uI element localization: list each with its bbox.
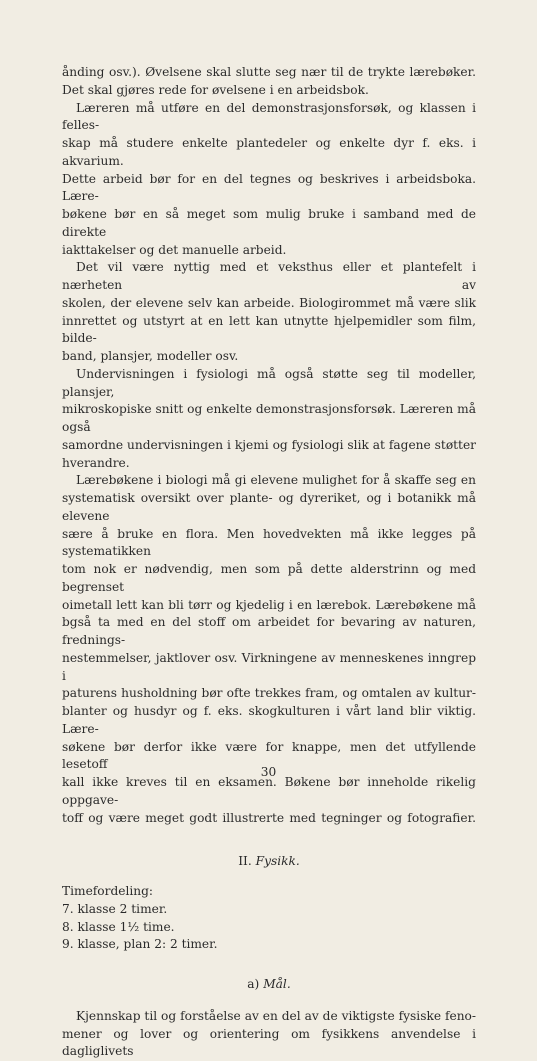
text-line: tom nok er nødvendig, men som på dette alderstrinn og med begrenset	[62, 561, 476, 597]
text-line: systematisk oversikt over plante- og dyreriket, og i botanikk må elevene	[62, 490, 476, 526]
text-line: Undervisningen i fysiologi må også støtte seg til modeller, plansjer,	[62, 366, 476, 402]
text-line: Dette arbeid bør for en del tegnes og beskrives i arbeidsboka. Lære-	[62, 171, 476, 207]
subsection-heading	[62, 976, 476, 994]
text-line: mikroskopiske snitt og enkelte demonstrasjonsforsøk. Læreren må også	[62, 401, 476, 437]
text-line: Det skal gjøres rede for øvelsene i en arbeidsbok.	[62, 82, 476, 100]
subsection-letter: a)	[247, 977, 259, 991]
text-line: band, plansjer, modeller osv.	[62, 348, 476, 366]
text-line: Kjennskap til og forståelse av en del av de viktigste fysiske feno-	[62, 1008, 476, 1026]
section-number: II.	[238, 854, 252, 868]
text-line: blanter og husdyr og f. eks. skogkulturen i vårt land blir viktig. Lære-	[62, 703, 476, 739]
timefordeling-label: Timefordeling:	[62, 883, 476, 901]
text-line: mener og lover og orientering om fysikkens anvendelse i dagliglivets	[62, 1026, 476, 1061]
text-line: hverandre.	[62, 455, 476, 473]
text-line: innrettet og utstyrt at en lett kan utnytte hjelpemidler som film, bilde-	[62, 313, 476, 349]
text-line: Læreren må utføre en del demonstrasjonsforsøk, og klassen i felles-	[62, 100, 476, 136]
text-line: iakttakelser og det manuelle arbeid.	[62, 242, 476, 260]
timefordeling-item: 8. klasse 1½ time.	[62, 919, 476, 937]
page-number: 30	[0, 765, 537, 779]
text-line: bøkene bør en så meget som mulig bruke i samband med de direkte	[62, 206, 476, 242]
section-title: Fysikk.	[256, 854, 300, 868]
text-line: søkene bør derfor ikke være for knappe, men det utfyllende lesetoff	[62, 739, 476, 775]
text-line: Det vil være nyttig med et veksthus eller et plantefelt i nærheten av	[62, 259, 476, 295]
text-line: paturens husholdning bør ofte trekkes fram, og omtalen av kultur-	[62, 685, 476, 703]
text-line: nestemmelser, jaktlover osv. Virkningene av menneskenes inngrep i	[62, 650, 476, 686]
text-line: skolen, der elevene selv kan arbeide. Biologirommet må være slik	[62, 295, 476, 313]
subsection-title: Mål.	[263, 977, 291, 991]
text-line: samordne undervisningen i kjemi og fysiologi slik at fagene støtter	[62, 437, 476, 455]
text-line: ånding osv.). Øvelsene skal slutte seg nær til de trykte lærebøker.	[62, 64, 476, 82]
text-line: toff og være meget godt illustrerte med tegninger og fotografier.	[62, 810, 476, 828]
section-heading	[62, 853, 476, 871]
text-line: Lærebøkene i biologi må gi elevene mulighet for å skaffe seg en	[62, 472, 476, 490]
body-text	[62, 64, 476, 1061]
timefordeling-item: 7. klasse 2 timer.	[62, 901, 476, 919]
text-line: oimetall lett kan bli tørr og kjedelig i en lærebok. Lærebøkene må	[62, 597, 476, 615]
text-line: sære å bruke en flora. Men hovedvekten må ikke legges på systematikken	[62, 526, 476, 562]
text-line: kall ikke kreves til en eksamen. Bøkene bør inneholde rikelig oppgave-	[62, 774, 476, 810]
timefordeling-item: 9. klasse, plan 2: 2 timer.	[62, 936, 476, 954]
text-line: bgså ta med en del stoff om arbeidet for bevaring av naturen, frednings-	[62, 614, 476, 650]
text-line: skap må studere enkelte plantedeler og enkelte dyr f. eks. i akvarium.	[62, 135, 476, 171]
